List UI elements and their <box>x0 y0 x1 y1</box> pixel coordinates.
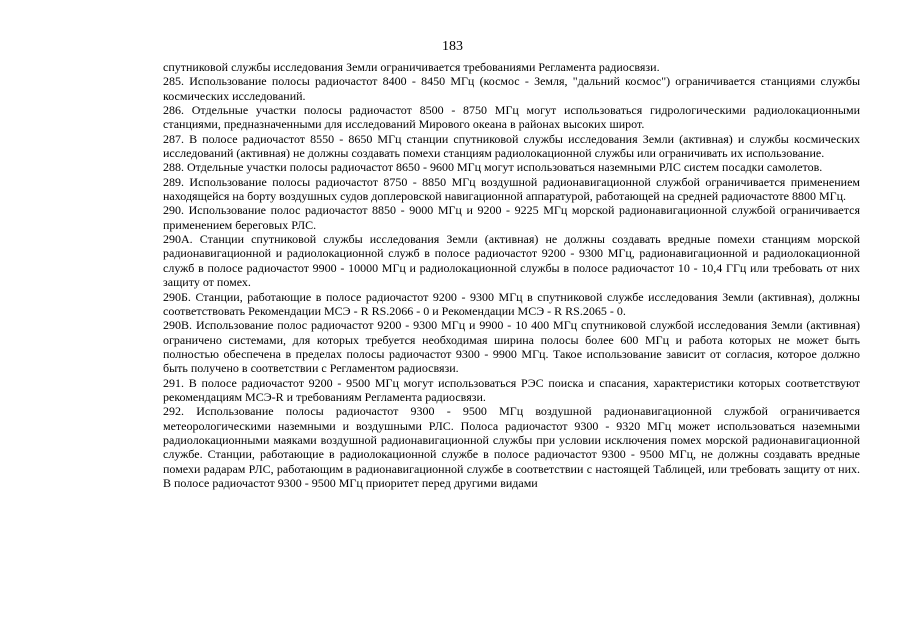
paragraph-number: 290В. <box>163 318 193 333</box>
paragraph-number: 290А. <box>163 232 193 247</box>
paragraph-290 <box>163 203 860 232</box>
paragraph-text: Станции, работающие в полосе радиочастот 9200 - 9300 МГц в спутниковой службе исследования Земли (активная), должны соответствовать Рекомендации МСЭ - R RS.2066 - 0 и Рекомендации МСЭ - R RS.2065 - 0. <box>163 289 860 318</box>
paragraph-number: 290. <box>163 203 184 218</box>
paragraph-290b <box>163 290 860 319</box>
paragraph-text: Использование полос радиочастот 8850 - 9000 МГц и 9200 - 9225 МГц морской радионавигационной службой ограничивается применением береговых РЛС. <box>163 203 860 232</box>
paragraph-number: 288. <box>163 160 184 175</box>
paragraph-number: 287. <box>163 131 184 146</box>
paragraph-292 <box>163 404 860 490</box>
paragraph-continuation <box>163 60 860 74</box>
paragraph-286 <box>163 103 860 132</box>
paragraph-text: Использование полосы радиочастот 8400 - 8450 МГц (космос - Земля, "дальний космос") ограничивается станциями службы космических исследований. <box>163 74 861 103</box>
paragraph-number: 291. <box>163 375 184 390</box>
paragraph-number: 290Б. <box>163 289 191 304</box>
paragraph-289 <box>163 175 860 204</box>
paragraph-285 <box>163 74 860 103</box>
paragraph-text: спутниковой службы исследования Земли ограничивается требованиями Регламента радиосвязи. <box>163 60 660 74</box>
paragraph-287 <box>163 132 860 161</box>
paragraph-text: Использование полосы радиочастот 9300 - 9500 МГц воздушной радионавигационной службой ограничивается метеорологическими наземными и воздушными РЛС. Полоса радиочастот 9300 - 9320 МГц может использоваться наземными радиолокационными маяками воздушной радионавигационной службы при условии исключения помех морской радионавигационной службе. Станции, работающие в радиолокационной службе в полосе радиочастот 9300 - 9500 МГц, не должны создавать вредные помехи радарам РЛС, работающим в радионавигационной службе в соответствии с настоящей Таблицей, или требовать защиту от них. В полосе радиочастот 9300 - 9500 МГц приоритет перед другими видами <box>163 404 860 490</box>
paragraph-text: Использование полос радиочастот 9200 - 9300 МГц и 9900 - 10 400 МГц спутниковой службой исследования Земли (активная) ограничено системами, для которых требуется необходимая ширина полосы более 600 МГц и работа которых не может быть полностью обеспечена в пределах полосы радиочастот 9300 - 9900 МГц. Такое использование зависит от согласия, которое должно быть получено в соответствии с Регламентом радиосвязи. <box>163 318 860 376</box>
paragraph-number: 292. <box>163 404 184 419</box>
document-body <box>163 60 860 490</box>
paragraph-288 <box>163 160 860 174</box>
page-number: 183 <box>442 39 463 54</box>
paragraph-290v <box>163 318 860 375</box>
paragraph-text: Станции спутниковой службы исследования Земли (активная) не должны создавать вредные помехи станциям морской радионавигационной и радиолокационной служб в полосе радиочастот 9200 - 9300 МГц, радионавигационной и радиолокационной служб в полосе радиочастот 9900 - 10000 МГц и радиолокационной службы в полосе радиочастот 10 - 10,4 ГГц или требовать от них защиту от помех. <box>163 232 860 290</box>
paragraph-number: 289. <box>163 174 184 189</box>
paragraph-text: В полосе радиочастот 9200 - 9500 МГц могут использоваться РЭС поиска и спасания, характеристики которых соответствуют рекомендациям МСЭ-R и требованиям Регламента радиосвязи. <box>163 375 861 404</box>
paragraph-291 <box>163 376 860 405</box>
paragraph-number: 285. <box>163 74 184 89</box>
paragraph-text: В полосе радиочастот 8550 - 8650 МГц станции спутниковой службы исследования Земли (активная) и службы космических исследований (активная) не должны создавать помехи станциям радиолокационной службы или ограничивать их использование. <box>163 131 861 161</box>
paragraph-290a <box>163 232 860 289</box>
paragraph-text: Отдельные участки полосы радиочастот 8500 - 8750 МГц могут использоваться гидрологическими радиолокационными станциями, предназначенными для исследований Мирового океана в районах высоких широт. <box>163 103 861 132</box>
paragraph-text: Отдельные участки полосы радиочастот 8650 - 9600 МГц могут использоваться наземными РЛС систем посадки самолетов. <box>187 160 823 175</box>
paragraph-number: 286. <box>163 103 184 118</box>
paragraph-text: Использование полосы радиочастот 8750 - 8850 МГц воздушной радионавигационной службой ограничивается применением находящейся на борту воздушных судов доплеровской навигационной аппаратурой, работающей на средней радиочастоте 8800 МГц. <box>163 174 860 204</box>
